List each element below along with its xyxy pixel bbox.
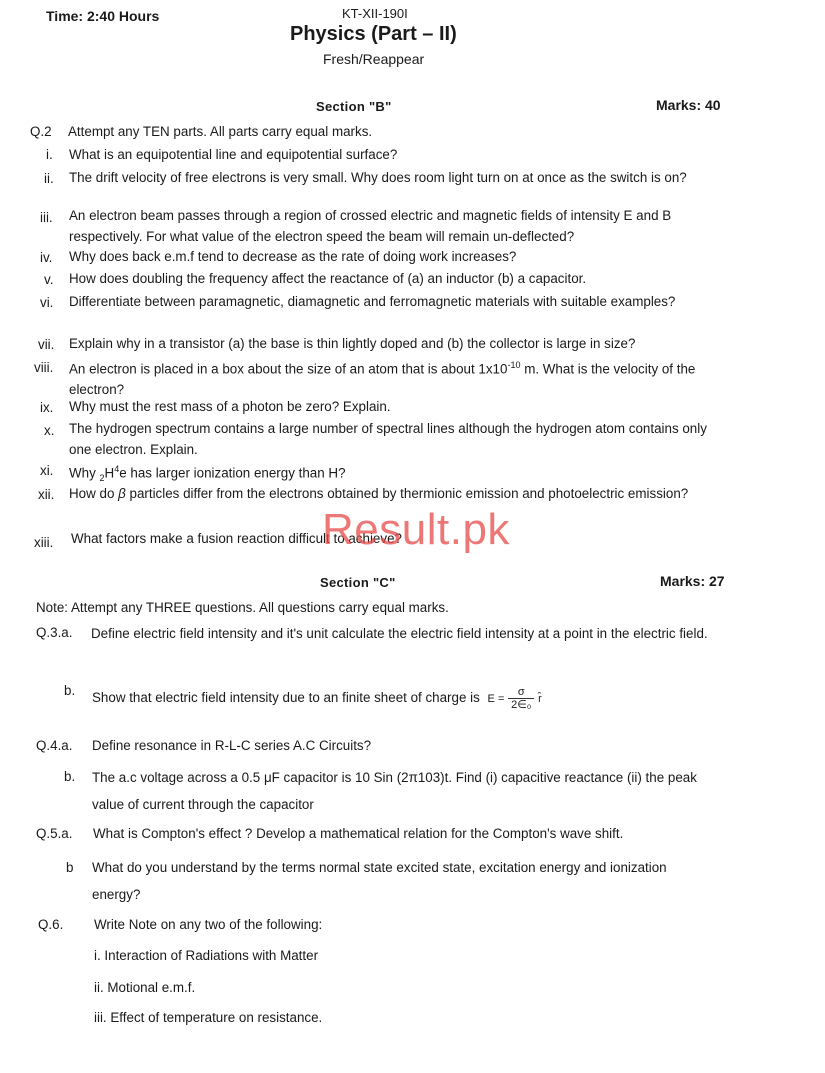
q2-instruction: Attempt any TEN parts. All parts carry equal marks. — [68, 124, 373, 139]
part-text: Why $_2H^4e$ has larger ionization energy than H? — [69, 464, 346, 484]
question-number: Q.3.a. — [36, 625, 73, 640]
time-label: Time: 2:40 Hours — [46, 8, 160, 24]
paper-code: KT-XII-190I — [342, 6, 408, 21]
question-number: b. — [64, 769, 76, 784]
note-item: i. Interaction of Radiations with Matter — [94, 948, 319, 963]
part-number: xii. — [38, 487, 55, 502]
q2-number: Q.2 — [30, 124, 52, 139]
question-text: Show that electric field intensity due to an finite sheet of charge is E = $\frac{\sigma}{\text{2∈₀}}$ r̂ — [92, 686, 542, 711]
part-number: v. — [44, 272, 54, 287]
part-number: ii. — [44, 171, 54, 186]
part-number: iii. — [40, 210, 53, 225]
section-c-marks: Marks: 27 — [660, 573, 725, 589]
question-number: Q.5.a. — [36, 826, 73, 841]
formula-fraction: $\frac{\sigma}{\text{2∈₀}}$ — [508, 686, 534, 711]
part-number: xi. — [40, 463, 54, 478]
subject-title: Physics (Part – II) — [290, 23, 457, 45]
formula-unit-vector: r̂ — [538, 693, 542, 706]
exam-type: Fresh/Reappear — [323, 51, 425, 67]
question-number: Q.6. — [38, 917, 64, 932]
question-text: Write Note on any two of the following: — [94, 917, 323, 932]
section-b-title: Section "B" — [316, 99, 392, 114]
question-text: The a.c voltage across a 0.5 μF capacitor is 10 Sin (2π103)t. Find (i) capacitive reactance (ii) the peak value of current through the capacitor — [92, 770, 697, 812]
question-text: Define resonance in R-L-C series A.C Circuits? — [92, 738, 372, 753]
watermark-text: Result.pk — [322, 505, 510, 554]
section-c-note: Note: Attempt any THREE questions. All questions carry equal marks. — [36, 600, 449, 615]
question-number: Q.4.a. — [36, 738, 73, 753]
part-text: Why must the rest mass of a photon be zero? Explain. — [69, 399, 391, 414]
question-text: Define electric field intensity and it's unit calculate the electric field intensity at a point in the electric field. — [91, 626, 708, 641]
part-text: How does doubling the frequency affect the reactance of (a) an inductor (b) a capacitor. — [69, 271, 587, 286]
part-text: What factors make a fusion reaction difficult to achieve? — [71, 531, 402, 546]
part-number: vi. — [40, 295, 54, 310]
question-text: What do you understand by the terms normal state excited state, excitation energy and ionization energy? — [92, 860, 667, 902]
part-number: x. — [44, 423, 55, 438]
part-text: An electron beam passes through a region of crossed electric and magnetic fields of intensity E and B respectively. For what value of the electron speed the beam will remain un-deflected? — [69, 208, 672, 244]
part-number: vii. — [38, 337, 55, 352]
section-b-marks: Marks: 40 — [656, 97, 721, 113]
part-number: iv. — [40, 250, 53, 265]
part-number: ix. — [40, 400, 54, 415]
question-number: b — [66, 860, 74, 875]
part-number: xiii. — [34, 535, 54, 550]
question-number: b. — [64, 683, 76, 698]
question-text: What is Compton's effect ? Develop a mathematical relation for the Compton's wave shift. — [93, 826, 624, 841]
part-text: Why does back e.m.f tend to decrease as the rate of doing work increases? — [69, 249, 517, 264]
part-text: Explain why in a transistor (a) the base is thin lightly doped and (b) the collector is large in size? — [69, 336, 636, 351]
section-c-title: Section "C" — [320, 575, 396, 590]
part-text: The drift velocity of free electrons is very small. Why does room light turn on at once as the switch is on? — [69, 170, 687, 185]
part-text: Differentiate between paramagnetic, diamagnetic and ferromagnetic materials with suitable examples? — [69, 294, 676, 309]
formula-lhs: E = — [487, 693, 505, 706]
note-item: ii. Motional e.m.f. — [94, 980, 196, 995]
part-text: What is an equipotential line and equipotential surface? — [69, 147, 398, 162]
part-number: i. — [46, 147, 53, 162]
part-text: The hydrogen spectrum contains a large number of spectral lines although the hydrogen atom contains only one electron. Explain. — [69, 421, 707, 457]
part-number: viii. — [34, 360, 54, 375]
part-text: An electron is placed in a box about the size of an atom that is about $1x10^{-10}$ m. What is the velocity of the electron? — [69, 360, 696, 398]
part-text: How do β particles differ from the electrons obtained by thermionic emission and photoelectric emission? — [69, 486, 689, 501]
note-item: iii. Effect of temperature on resistance. — [94, 1010, 323, 1025]
